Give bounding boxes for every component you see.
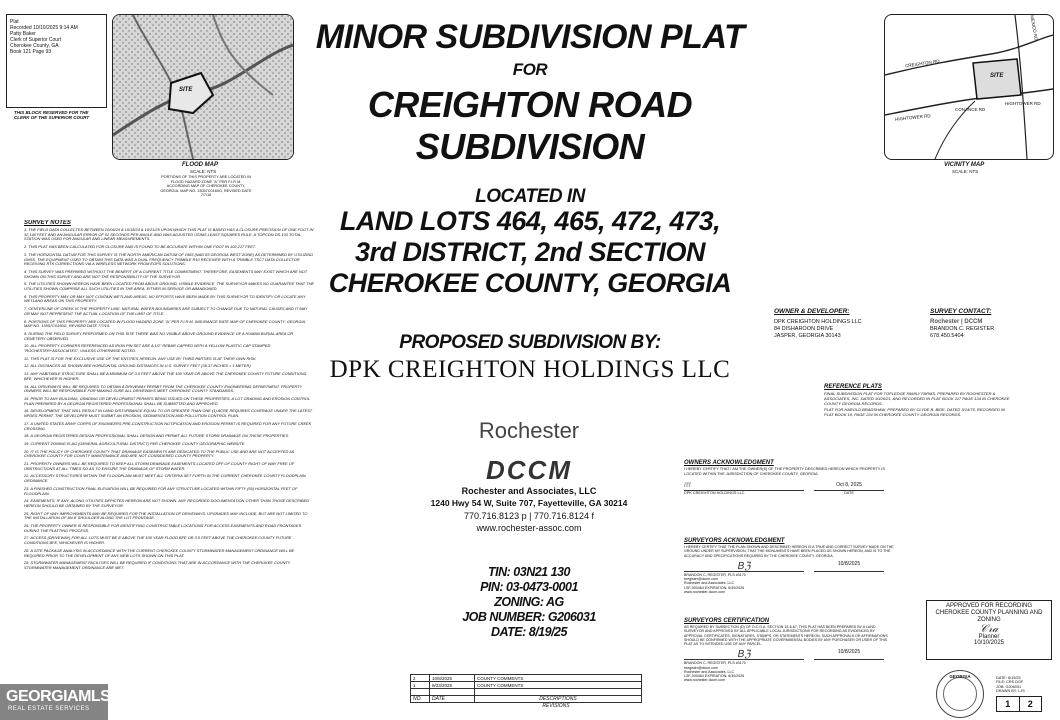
survey-note xyxy=(24,307,314,316)
survey-note xyxy=(24,295,314,304)
vicinity-map-scale: SCALE: NTS xyxy=(952,169,979,174)
firm-logo-top: Rochester xyxy=(478,418,580,443)
survey-note-text: THIS PROPERTY MAY OR MAY NOT CONTAIN WETLAND AREAS. NO EFFORTS HAVE BEEN MADE BY THIS SURVEYOR TO IDENTIFY OR LOCATE ANY WETLAND AREAS ON THIS PROPERTY. xyxy=(24,293,306,304)
flood-site-label: SITE xyxy=(179,87,193,93)
owner-heading: OWNER & DEVELOPER: xyxy=(774,308,850,315)
plat-date: DATE: 8/19/25 xyxy=(491,625,567,639)
survey-note xyxy=(24,397,314,406)
sheet-number: 1 xyxy=(997,697,1020,711)
owner-line: DPK CREIGHTON HOLDINGS LLC xyxy=(774,319,862,325)
survey-note-text: THIS PLAT HAS BEEN CALCULATED FOR CLOSURE AND IS FOUND TO BE ACCURATE WITHIN ONE FOOT IN 102,217 FEET. xyxy=(28,244,256,250)
title-line3: CREIGHTON ROAD xyxy=(367,84,693,125)
survey-contact-heading: SURVEY CONTACT: xyxy=(930,308,992,315)
survey-note-number: 28. xyxy=(24,547,31,553)
survey-notes-heading: SURVEY NOTES xyxy=(24,220,71,226)
rev-no xyxy=(411,689,430,696)
survey-note-number: 7. xyxy=(24,306,29,312)
firm-web: www.rochester-assoc.com xyxy=(476,523,582,533)
survey-note-text: ALL DISTANCES AS SHOWN ARE HORIZONTAL GROUND DISTANCES IN U.S. SURVEY FEET (39.37 INCHES = 1 METER). xyxy=(30,363,252,369)
sheet-line: DRAWN BY: LJS xyxy=(996,689,1025,694)
survey-note-number: 26. xyxy=(24,523,31,529)
county: CHEROKEE COUNTY, GEORGIA xyxy=(328,268,732,298)
survey-note-number: 19. xyxy=(24,440,31,446)
road-label: MEXICO RD xyxy=(1029,14,1039,41)
table-row xyxy=(411,689,642,696)
survey-note xyxy=(24,549,314,558)
flood-map-graphic xyxy=(113,15,293,159)
surveyor-cert-line: www.rochester-dccm.com xyxy=(684,678,726,683)
surveyor-cert-line: LSF-000464 EXPIRATION: 6/30/2026 xyxy=(684,674,745,679)
sheet-line: DATE: 8/19/25 xyxy=(996,676,1021,680)
revisions-block xyxy=(410,674,642,709)
survey-note-number: 22. xyxy=(24,473,31,479)
survey-note-text: A SITE PACKAGE ANALYSIS IN ACCORDANCE WITH THE CURRENT CHEROKEE COUNTY STORMWATER MANAGEMENT ORDINANCE WILL BE REQUIRED PRIOR TO THE DEVELOPMENT OF ANY NEW LOTS SHOWN ON THIS PLAT. xyxy=(24,547,295,558)
firm-logo: DCCM xyxy=(486,455,572,485)
surveyor-ack-line: LSF-000464 EXPIRATION: 6/30/2026 xyxy=(684,585,745,590)
survey-note-text: ALL PROPERTY CORNERS REFERENCED AS IRON PIN SET ARE A 1/2" REBAR CAPPED WITH A YELLOW PLASTIC CAP STAMPED "ROCHESTER+ASSOCIATES", UNLESS OTHERWISE NOTED. xyxy=(24,343,271,354)
survey-note-number: 18. xyxy=(24,433,31,439)
table-row xyxy=(411,682,642,689)
survey-note-number: 6. xyxy=(24,293,29,299)
sheet-number-box xyxy=(996,696,1042,712)
survey-note-text: THE FIELD DATA COLLECTED BETWEEN 10/04/24 & 10/18/24 & 10/21/25 UPON WHICH THIS PLAT IS BASED HAS A CLOSURE PRECISION OF ONE FOOT IN 32,140 FEET AND AN ANGULAR ERROR OF 02 SECONDS PER ANGLE AND WAS ADJUSTED USING LEAST SQUARES RULE. A TOPCON DS-103 TOTAL STATION WAS USED FOR ANGULAR AND LINEAR MEASUREMENTS. xyxy=(24,227,314,242)
sheet-line: FILE: CRS.DGF xyxy=(996,680,1024,685)
title-line2: FOR xyxy=(512,60,548,79)
survey-note xyxy=(24,357,314,362)
vicinity-site-label: SITE xyxy=(990,73,1004,79)
surveyor-signature: Bℨ xyxy=(684,561,804,572)
survey-note xyxy=(24,442,314,447)
survey-note-number: 9. xyxy=(24,330,29,336)
surveyors-cert-heading: SURVEYORS CERTIFICATION xyxy=(684,618,770,624)
survey-note-text: ACCESSORY STRUCTURES WITHIN THE FLOODPLAIN MUST MEET ALL CRITERIA SET FORTH IN THE CURRENT CHEROKEE COUNTY FLOODPLAIN ORDINANCE. xyxy=(24,473,306,484)
surveyor-ack-line: BRANDON C. REGISTER, PLS #3170 xyxy=(684,572,746,577)
firm-phone: 770.716.8123 p | 770.716.8124 f xyxy=(464,511,594,521)
survey-note-number: 2. xyxy=(24,244,29,250)
survey-note-number: 27. xyxy=(24,535,31,541)
tin: TIN: 03N21 130 xyxy=(488,565,570,579)
survey-note-number: 8. xyxy=(24,318,29,324)
survey-note-number: 24. xyxy=(24,498,31,504)
owner-line: 84 DISHAROON DRIVE xyxy=(774,326,834,332)
approval-signature: 𝒞𝓇𝒶 xyxy=(979,623,999,635)
flood-map-scale: SCALE: NTS xyxy=(190,169,217,174)
surveyor-cert-lines xyxy=(684,661,894,682)
survey-note xyxy=(24,364,314,369)
surveyor-ack-line: Rochester and Associates, LLC xyxy=(684,581,735,586)
seal-text: GEORGIA xyxy=(949,674,971,679)
sheet-info xyxy=(996,676,1052,712)
recording-line: Book 121 Page 93 xyxy=(10,49,52,55)
survey-note xyxy=(24,450,314,459)
survey-note-number: 20. xyxy=(24,448,31,454)
vicinity-map-title: VICINITY MAP xyxy=(944,162,985,168)
pin: PIN: 03-0473-0001 xyxy=(480,580,578,594)
zoning: ZONING: AG xyxy=(494,595,564,609)
reference-plats xyxy=(824,384,1014,418)
survey-note-text: THIS SURVEY WAS PREPARED WITHOUT THE BENEFIT OF A CURRENT TITLE COMMITMENT. THEREFORE, EASEMENTS MAY EXIST WHICH ARE NOT SHOWN ON THIS SURVEY AND ARE NOT THE RESPONSIBILITY OF THE SURVEYOR. xyxy=(24,268,308,279)
surveyors-cert-text: AS REQUIRED BY SUBSECTION (D) OF O.C.G.A. SECTION 15-6-67, THIS PLAT HAS BEEN PREPARED BY A LAND SURVEYOR AND APPROVED BY ALL APPLICABLE LOCAL JURISDICTIONS FOR RECORDING AS EVIDENCED BY APPROVAL CERTIFICATES, SIGNATURES, STAMPS, OR STATEMENTS HEREON. SUCH APPROVALS OR AFFIRMATIONS SHOULD BE CONFIRMED WITH THE APPROPRIATE GOVERNMENTAL BODIES BY ANY PURCHASER OR USER OF THIS PLAT AS TO INTENDED USE OF ANY PARCEL. xyxy=(684,625,888,647)
approval-text: APPROVED FOR RECORDING CHEROKEE COUNTY PLANNING AND ZONING xyxy=(935,603,1043,623)
owner-developer xyxy=(774,308,884,340)
survey-note-text: STORMWATER MANAGEMENT FACILITIES WILL BE REQUIRED IF CONDITIONS THAT ARE IN ACCORDANCE WITH THE CHEROKEE COUNTY STORMWATER MANAGEMENT ORDINANCE ARE MET. xyxy=(24,560,291,570)
survey-note xyxy=(24,228,314,242)
surveyors-cert xyxy=(684,618,894,718)
survey-note xyxy=(24,434,314,439)
vicinity-map-graphic xyxy=(885,15,1053,159)
owner-line: JASPER, GEORGIA 30143 xyxy=(774,333,841,339)
survey-note-text: A FINISHED CONSTRUCTION FINAL ELEVATION WILL BE REQUIRED FOR ANY STRUCTURE LOCATED WITHIN FIFTY (50) HORIZONTAL FEET OF FLOODPLAIN. xyxy=(24,485,298,496)
survey-note-text: DURING THE FIELD SURVEY PERFORMED ON THIS SITE THERE WAS NO VISIBLE ABOVE GROUND EVIDENCE OF A HUMAN BURIAL AREA OR CEMETERY OBSERVED. xyxy=(24,330,294,341)
rev-desc: COUNTY COMMENTS xyxy=(475,675,642,682)
rev-desc xyxy=(475,689,642,696)
owner-signature: ℓℓℓ xyxy=(684,482,804,491)
surveyor-ack-date: 10/8/2025 xyxy=(814,561,884,572)
survey-note-number: 10. xyxy=(24,343,31,349)
survey-note-text: CENTERLINE OF CREEK IS THE PROPERTY LINE. NATURAL WATER BOUNDARIES ARE SUBJECT TO CHANGE DUE TO NATURAL CAUSES AND IT MAY OR MAY NOT REPRESENT THE ACTUAL LOCATION OF THE LIMIT OF TITLE. xyxy=(24,306,308,316)
survey-note-text: RIGHT OF WAY IMPROVEMENTS MAY BE REQUIRED FOR THE INSTALLATION OF DRIVEWAYS. UPGRADES MAY INCLUDE, BUT ARE NOT LIMITED TO THE INSTALLATION OF AN 8' SHOULDER ALONG THE LOT FRONTAGE. xyxy=(24,510,308,521)
surveyors-ack-text: I HEREBY CERTIFY THAT THE PLAN SHOWN AND DESCRIBED HEREON IS A TRUE AND CORRECT SURVEY MADE ON THE GROUND UNDER MY SUPERVISION, THAT THE MONUMENTS HAVE BEEN PLACED AS SHOWN HEREON, AND IS TO THE ACCURACY AND SPECIFICATIONS REQUIRED BY THE CHEROKEE COUNTY, GEORGIA. xyxy=(684,545,894,558)
reference-item xyxy=(824,392,1014,418)
flood-map-title: FLOOD MAP xyxy=(182,162,218,168)
survey-note xyxy=(24,474,314,483)
surveyors-ack-sign-row xyxy=(684,561,894,572)
surveyor-seal xyxy=(936,670,984,718)
rev-col-no: NO. xyxy=(411,696,430,703)
survey-note-text: PORTIONS OF THIS PROPERTY ARE LOCATED IN FLOOD HAZARD ZONE "A" PER F.I.R.M. INSURANCE RATE MAP OF CHEROKEE COUNTY, GEORGIA. MAP NO. 13057C0160G, REVISED DATE 7/7/16. xyxy=(24,318,307,329)
reference-heading: REFERENCE PLATS xyxy=(824,384,882,390)
rev-no: 2 xyxy=(411,675,430,682)
surveyor-cert-line: bregister@dccm.com xyxy=(684,665,719,670)
owner-date: Oct 8, 2025 xyxy=(814,482,884,491)
recording-line: Patty Baker xyxy=(10,31,36,37)
survey-note xyxy=(24,372,314,381)
road-label: CONANCE RD xyxy=(955,107,986,112)
land-lots: LAND LOTS 464, 465, 472, 473, xyxy=(339,206,721,236)
rev-date xyxy=(430,689,475,696)
mls-brand: GEORGIAMLS xyxy=(6,688,111,705)
survey-note-text: PRIOR TO ANY BUILDING, GRADING OR DEVELOPMENT PERMITS BEING ISSUED ON THESE PROPERTIES, A LOT GRADING AND EROSION CONTROL PLAN PREPARED BY A GEORGIA REGISTERED PROFESSIONAL SHALL BE SUBMITTED AND APPROVED. xyxy=(24,395,311,406)
seal-inner xyxy=(943,677,977,711)
road-label: HIGHTOWER RD xyxy=(1005,101,1041,106)
survey-note xyxy=(24,332,314,341)
owner-date-caption: DATE xyxy=(844,491,854,496)
proposed-by: PROPOSED SUBDIVISION BY: xyxy=(399,332,661,353)
survey-notes-list xyxy=(24,228,314,571)
surveyor-cert-line: Rochester and Associates, LLC xyxy=(684,669,735,674)
survey-note xyxy=(24,499,314,508)
sheet-total: 2 xyxy=(1027,698,1033,709)
table-row xyxy=(411,675,642,682)
owners-ack-captions xyxy=(684,491,894,497)
survey-note xyxy=(24,536,314,545)
survey-note xyxy=(24,270,314,279)
owner-sig-caption: DPK CREIGHTON HOLDINGS LLC xyxy=(684,491,745,496)
survey-note xyxy=(24,253,314,267)
survey-note-text: THE PROPERTY OWNER IS RESPONSIBLE FOR IDENTIFYING CONSTRUCTABLE LOCATIONS FOR ACCESS EASEMENTS AND ROAD FRONTAGES DURING THE PLATTING PROCESS. xyxy=(24,523,302,533)
survey-note xyxy=(24,487,314,496)
survey-note xyxy=(24,245,314,250)
survey-notes xyxy=(24,220,314,720)
survey-note-text: ANY HABITABLE STRUCTURE SHALL BE A MINIMUM OF 3.0 FEET ABOVE THE 100 YEAR OR ABOVE THE CHEROKEE COUNTY FUTURE CONDITIONS BFE, WHICHEVER IS HIGHER. xyxy=(24,371,307,381)
survey-note xyxy=(24,282,314,291)
recording-line: Plat xyxy=(10,19,19,25)
survey-note-number: 15. xyxy=(24,395,31,401)
survey-note-number: 3. xyxy=(24,251,29,257)
mls-watermark xyxy=(0,684,111,720)
survey-note-text: THIS PLAT IS FOR THE EXCLUSIVE USE OF THE ENTITIES HEREON. ANY USE BY THIRD PARTIES IS AT THEIR OWN RISK. xyxy=(30,355,257,361)
road-label: HIGHTOWER RD xyxy=(894,113,931,122)
survey-note xyxy=(24,409,314,418)
surveyors-cert-sign-row xyxy=(684,649,894,660)
owners-ack xyxy=(684,460,894,504)
survey-note xyxy=(24,462,314,471)
rev-desc: COUNTY COMMENTS xyxy=(475,682,642,689)
road-label: CREIGHTON RD xyxy=(904,58,940,69)
survey-note-text: THE UTILITIES SHOWN HEREON HAVE BEEN LOCATED FROM ABOVE GROUND, VISIBLE EVIDENCE. THE SURVEYOR MAKES NO GUARANTEE THAT THE UTILITIES SHOWN COMPRISE ALL SUCH UTILITIES IN THE AREA, EITHER IN SERVICE OR ABANDONED. xyxy=(24,281,314,292)
survey-note-number: 5. xyxy=(24,281,29,287)
firm-company: Rochester and Associates, LLC xyxy=(461,486,597,496)
surveyor-ack-lines xyxy=(684,573,894,594)
surveyors-ack-heading: SURVEYORS ACKNOWLEDGMENT xyxy=(684,538,785,544)
survey-note-number: 17. xyxy=(24,420,31,426)
firm-address: 1240 Hwy 54 W, Suite 707, Fayetteville, GA 30214 xyxy=(430,498,628,508)
recording-line: Cherokee County, GA xyxy=(10,43,59,49)
owners-ack-heading: OWNERS ACKNOWLEDGMENT xyxy=(684,460,774,466)
survey-note xyxy=(24,385,314,394)
survey-note-text: CURRENT ZONING IS AG (GENERAL AGRICULTURAL DISTRICT) PER CHEROKEE COUNTY GEOGRAPHIC WEBSITE. xyxy=(30,440,246,446)
title-line1: MINOR SUBDIVISION PLAT xyxy=(315,18,745,56)
reference-item-1: FINAL SUBDIVISION PLAT FOR TOPLEDGE FAMILY FARMS, PREPARED BY ROCHESTER & ASSOCIATES, INC. DATED 10/26/21, AND RECORDED IN PLAT BOOK 117 PAGE 134 IN CHEROKEE COUNTY GEORGIA RECORDS. xyxy=(824,391,1010,406)
mls-sub: REAL ESTATE SERVICES xyxy=(8,706,90,712)
survey-note-number: 29. xyxy=(24,560,31,566)
surveyor-ack-line: bregister@dccm.com xyxy=(684,577,719,582)
surveyor-cert-date: 10/8/2025 xyxy=(814,649,884,660)
survey-note xyxy=(24,512,314,521)
recording-line: Recorded 10/10/2025 9:14 AM xyxy=(10,25,78,31)
survey-note-number: 4. xyxy=(24,268,29,274)
contact-line: Rochester | DCCM xyxy=(930,319,983,325)
company-name: DPK CREIGHTON HOLDINGS LLC xyxy=(329,356,731,383)
rev-date: 9/23/2025 xyxy=(430,682,475,689)
vicinity-map xyxy=(884,14,1054,160)
title-line4: SUBDIVISION xyxy=(415,126,645,167)
survey-note-number: 1. xyxy=(24,227,29,232)
surveyor-cert-line: BRANDON C. REGISTER, PLS #3170 xyxy=(684,661,746,666)
recording-text xyxy=(7,15,106,59)
survey-note-text: IT IS THE POLICY OF CHEROKEE COUNTY THAT DRAINAGE EASEMENTS ARE DEDICATED TO THE PUBLIC USE AND ARE NOT ACCEPTED AS CHEROKEE COUNTY FOR COUNTY MAINTENANCE AND ARE NOT CONSIDERED COUNTY PROPERTY. xyxy=(24,448,295,459)
job-number: JOB NUMBER: G206031 xyxy=(462,610,596,624)
surveyor-cert-signature: Bℨ xyxy=(684,649,804,660)
survey-note xyxy=(24,344,314,353)
approval-date: 10/10/2025 xyxy=(973,640,1005,646)
survey-note-number: 23. xyxy=(24,485,31,491)
survey-note xyxy=(24,422,314,431)
survey-note-number: 11. xyxy=(24,355,31,361)
flood-map xyxy=(112,14,294,160)
table-header-row xyxy=(411,696,642,703)
survey-note-text: A GEORGIA REGISTERED DESIGN PROFESSIONAL SHALL DESIGN AND PERMIT ALL FUTURE STORM DRAINAGE ON THESE PROPERTIES. xyxy=(30,433,290,439)
rev-no: 1 xyxy=(411,682,430,689)
survey-contact xyxy=(930,308,1040,340)
survey-note-text: DEVELOPMENT THAT WILL RESULT IN LAND DISTURBANCE EQUAL TO OR GREATER THAN ONE (1) ACRE REQUIRES COVERAGE UNDER THE LATEST NPDES PERMIT. THE DEVELOPER MUST SUBMIT AN EROSION, SEDIMENTATION AND POLLUTION CONTROL PLAN. xyxy=(24,408,313,419)
recording-line: Clerk of Superior Court xyxy=(10,37,62,43)
rev-date: 10/8/2025 xyxy=(430,675,475,682)
owners-ack-sign-row xyxy=(684,482,894,491)
survey-note xyxy=(24,320,314,329)
revisions-table xyxy=(410,674,642,703)
sheet-line: JOB: G206031 xyxy=(996,684,1022,689)
surveyors-ack xyxy=(684,538,894,608)
surveyor-ack-line: www.rochester-dccm.com xyxy=(684,589,726,594)
survey-note-number: 13. xyxy=(24,371,31,377)
survey-note xyxy=(24,524,314,533)
recording-block xyxy=(6,14,107,108)
located-in: LOCATED IN xyxy=(475,186,585,207)
approval-stamp xyxy=(926,600,1052,660)
rev-col-desc: DESCRIPTIONS xyxy=(475,696,642,703)
owners-ack-text: I HEREBY CERTIFY THAT I AM THE OWNER(S) OF THE PROPERTY DESCRIBED HEREON WHICH PROPERTY IS LOCATED WITHIN THE JURISDICTION OF CHEROKEE COUNTY, GEORGIA. xyxy=(684,467,885,476)
survey-note-text: THE HORIZONTAL DATUM FOR THIS SURVEY IS THE NORTH AMERICAN DATUM OF 1983 (NAD 83 GEORGIA WEST ZONE) AS DETERMINED BY UTILIZING GNSS. THE EQUIPMENT USED TO OBTAIN THIS DATA WAS A DUAL FREQUENCY TRIMBLE R10 RECEIVER WITH A TRIMBLE TSC7 DATA COLLECTOR RECEIVING RTK CORRECTIONS VIA A WIRELESS NETWORK FROM EGPS SOLUTIONS. xyxy=(24,251,314,267)
survey-note-number: 16. xyxy=(24,408,31,414)
survey-note-number: 12. xyxy=(24,363,31,369)
rev-col-date: DATE xyxy=(430,696,475,703)
reference-item-2: PLAT FOR HAROLD BRADSHAW, PREPARED BY CLYDE B. BIDE, DATED 3/14/75, RECORDED IN PLAT BOOK 10, PAGE 224 IN CHEROKEE COUNTY GEORGIA RECORDS. xyxy=(824,407,1005,418)
contact-line: BRANDON C. REGISTER xyxy=(930,326,995,332)
survey-note-text: ALL DRIVEWAYS WILL BE REQUIRED TO OBTAIN A DRIVEWAY PERMIT FROM THE CHEROKEE COUNTY ENGINEERING DEPARTMENT. PROPERTY OWNERS WILL BE RESPONSIBLE FOR MAKING SURE ALL DRIVEWAYS MEET CHEROKEE COUNTY STANDARDS. xyxy=(24,383,303,394)
survey-note-number: 25. xyxy=(24,510,31,516)
survey-note-text: PROPERTY OWNERS WILL BE REQUIRED TO KEEP ALL STORM DRAINAGE EASEMENTS LOCATED OFF OF COUNTY RIGHT OF WAY FREE OF OBSTRUCTIONS AT ALL TIMES SO AS TO ENSURE THE DRAINAGE OF STORM WATER. xyxy=(24,461,295,471)
district: 3rd DISTRICT, 2nd SECTION xyxy=(354,237,706,267)
revisions-caption: REVISIONS xyxy=(542,703,570,709)
survey-note-number: 14. xyxy=(24,383,31,389)
survey-note-text: ACCESS (DRIVEWAY) FOR ALL LOTS MUST BE 8' ABOVE THE 100 YEAR FLOOD BFE OR 3.0 FEET ABOVE THE CHEROKEE COUNTY FUTURE CONDITIONS BFE, WHICHEVER IS HIGHER. xyxy=(24,535,292,546)
contact-line: 678.450.5404 xyxy=(930,333,964,339)
flood-map-note: PORTIONS OF THIS PROPERTY ARE LOCATED IN FLOOD HAZARD ZONE "A" PER F.I.R.M. ACCORDING MAP OF CHEROKEE COUNTY, GEORGIA. MAP NO. 13057C0160G, REVISED DATE 7/7/16 xyxy=(160,175,252,198)
survey-note-text: EASEMENTS, IF ANY, ALONG UTILITIES DEPICTED HEREON ARE NOT SHOWN. ANY RECORDED DOCUMENTATION OTHER THAN THOSE DESCRIBED HEREON SHOULD BE OBTAINED BY THE SURVEYOR. xyxy=(24,498,309,508)
recording-caption: THIS BLOCK RESERVED FOR THE CLERK OF THE SUPERIOR COURT xyxy=(14,110,90,120)
approval-role: Planner xyxy=(978,634,1000,640)
survey-note-number: 21. xyxy=(24,461,31,467)
survey-note-text: A UNITED STATES ARMY CORPS OF ENGINEERS PRE-CONSTRUCTION NOTIFICATION AND EROSION PERMIT IS REQUIRED FOR ANY FUTURE CREEK CROSSING. xyxy=(24,420,312,431)
survey-note xyxy=(24,561,314,570)
